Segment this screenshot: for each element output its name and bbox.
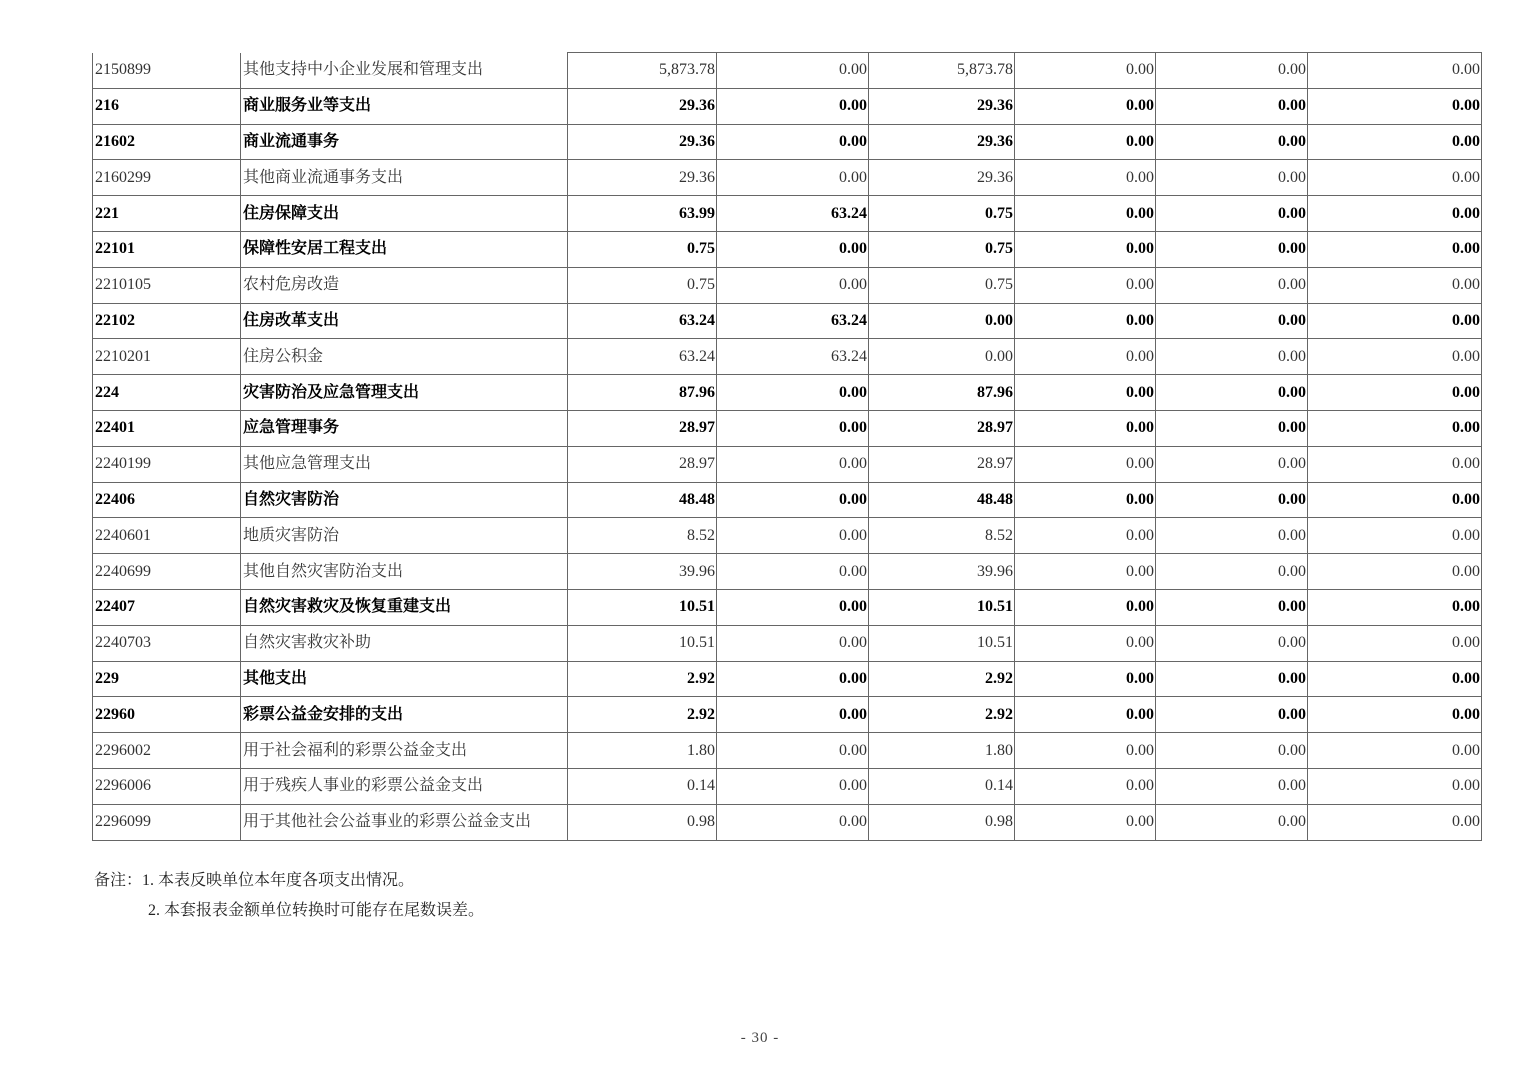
amount-cell: 0.00 bbox=[1015, 589, 1156, 625]
table-row bbox=[93, 518, 1482, 554]
amount-cell: 63.24 bbox=[717, 196, 869, 232]
amount-cell: 2.92 bbox=[869, 661, 1015, 697]
amount-cell: 0.00 bbox=[717, 375, 869, 411]
amount-cell: 0.00 bbox=[717, 446, 869, 482]
amount-cell: 0.98 bbox=[869, 804, 1015, 840]
amount-cell: 0.00 bbox=[717, 697, 869, 733]
subject-name-cell: 用于社会福利的彩票公益金支出 bbox=[241, 733, 568, 769]
amount-cell: 10.51 bbox=[869, 589, 1015, 625]
amount-cell: 39.96 bbox=[568, 554, 717, 590]
table-row bbox=[93, 160, 1482, 196]
amount-cell: 0.00 bbox=[1156, 661, 1308, 697]
subject-code-cell: 22407 bbox=[93, 589, 241, 625]
subject-name-cell: 其他应急管理支出 bbox=[241, 446, 568, 482]
table-row bbox=[93, 231, 1482, 267]
amount-cell: 0.00 bbox=[1015, 554, 1156, 590]
amount-cell: 0.00 bbox=[1015, 160, 1156, 196]
amount-cell: 0.00 bbox=[1308, 267, 1482, 303]
amount-cell: 0.00 bbox=[1015, 267, 1156, 303]
table-row bbox=[93, 661, 1482, 697]
amount-cell: 0.75 bbox=[869, 267, 1015, 303]
amount-cell: 0.00 bbox=[717, 231, 869, 267]
footnote-1: 备注：1. 本表反映单位本年度各项支出情况。 bbox=[94, 872, 415, 889]
amount-cell: 29.36 bbox=[568, 124, 717, 160]
amount-cell: 0.00 bbox=[717, 53, 869, 89]
amount-cell: 0.00 bbox=[1015, 446, 1156, 482]
subject-name-cell: 用于其他社会公益事业的彩票公益金支出 bbox=[241, 804, 568, 840]
subject-code-cell: 22101 bbox=[93, 231, 241, 267]
amount-cell: 0.00 bbox=[1156, 625, 1308, 661]
amount-cell: 0.00 bbox=[1156, 733, 1308, 769]
amount-cell: 63.24 bbox=[717, 303, 869, 339]
amount-cell: 0.00 bbox=[1015, 53, 1156, 89]
amount-cell: 0.00 bbox=[1015, 482, 1156, 518]
subject-code-cell: 21602 bbox=[93, 124, 241, 160]
subject-name-cell: 其他商业流通事务支出 bbox=[241, 160, 568, 196]
amount-cell: 0.00 bbox=[717, 661, 869, 697]
subject-name-cell: 住房保障支出 bbox=[241, 196, 568, 232]
subject-code-cell: 216 bbox=[93, 88, 241, 124]
amount-cell: 0.00 bbox=[717, 768, 869, 804]
amount-cell: 1.80 bbox=[869, 733, 1015, 769]
amount-cell: 0.14 bbox=[869, 768, 1015, 804]
subject-code-cell: 2296006 bbox=[93, 768, 241, 804]
subject-name-cell: 应急管理事务 bbox=[241, 410, 568, 446]
amount-cell: 0.00 bbox=[1308, 733, 1482, 769]
table-row bbox=[93, 554, 1482, 590]
amount-cell: 0.00 bbox=[1308, 303, 1482, 339]
amount-cell: 0.00 bbox=[1015, 804, 1156, 840]
subject-name-cell: 保障性安居工程支出 bbox=[241, 231, 568, 267]
expenditure-table bbox=[92, 52, 1482, 841]
table-row bbox=[93, 482, 1482, 518]
amount-cell: 0.00 bbox=[1308, 53, 1482, 89]
amount-cell: 0.00 bbox=[1156, 554, 1308, 590]
amount-cell: 0.00 bbox=[1015, 768, 1156, 804]
subject-code-cell: 2240601 bbox=[93, 518, 241, 554]
amount-cell: 8.52 bbox=[568, 518, 717, 554]
amount-cell: 5,873.78 bbox=[869, 53, 1015, 89]
amount-cell: 0.75 bbox=[869, 231, 1015, 267]
amount-cell: 0.00 bbox=[1308, 446, 1482, 482]
subject-code-cell: 22102 bbox=[93, 303, 241, 339]
table-row bbox=[93, 303, 1482, 339]
amount-cell: 2.92 bbox=[568, 697, 717, 733]
amount-cell: 28.97 bbox=[869, 446, 1015, 482]
amount-cell: 0.00 bbox=[1015, 375, 1156, 411]
amount-cell: 0.00 bbox=[1308, 518, 1482, 554]
table-row bbox=[93, 768, 1482, 804]
amount-cell: 0.00 bbox=[1015, 518, 1156, 554]
amount-cell: 28.97 bbox=[869, 410, 1015, 446]
amount-cell: 28.97 bbox=[568, 410, 717, 446]
amount-cell: 0.00 bbox=[1156, 768, 1308, 804]
amount-cell: 29.36 bbox=[869, 160, 1015, 196]
subject-code-cell: 2240699 bbox=[93, 554, 241, 590]
amount-cell: 0.00 bbox=[1015, 88, 1156, 124]
amount-cell: 0.00 bbox=[1308, 231, 1482, 267]
table-row bbox=[93, 697, 1482, 733]
subject-code-cell: 22401 bbox=[93, 410, 241, 446]
amount-cell: 29.36 bbox=[568, 160, 717, 196]
amount-cell: 63.24 bbox=[568, 339, 717, 375]
amount-cell: 0.00 bbox=[1156, 804, 1308, 840]
table-row bbox=[93, 804, 1482, 840]
amount-cell: 0.00 bbox=[1015, 196, 1156, 232]
amount-cell: 0.00 bbox=[1015, 661, 1156, 697]
amount-cell: 0.00 bbox=[1308, 554, 1482, 590]
subject-name-cell: 彩票公益金安排的支出 bbox=[241, 697, 568, 733]
amount-cell: 0.00 bbox=[1308, 625, 1482, 661]
amount-cell: 0.00 bbox=[1015, 625, 1156, 661]
subject-name-cell: 住房改革支出 bbox=[241, 303, 568, 339]
subject-code-cell: 2296002 bbox=[93, 733, 241, 769]
subject-name-cell: 其他支持中小企业发展和管理支出 bbox=[241, 53, 568, 89]
amount-cell: 0.00 bbox=[1308, 697, 1482, 733]
amount-cell: 0.00 bbox=[1156, 446, 1308, 482]
amount-cell: 0.00 bbox=[1308, 124, 1482, 160]
amount-cell: 0.00 bbox=[1308, 410, 1482, 446]
subject-name-cell: 商业流通事务 bbox=[241, 124, 568, 160]
subject-name-cell: 商业服务业等支出 bbox=[241, 88, 568, 124]
amount-cell: 0.00 bbox=[717, 160, 869, 196]
subject-code-cell: 2160299 bbox=[93, 160, 241, 196]
amount-cell: 5,873.78 bbox=[568, 53, 717, 89]
amount-cell: 0.00 bbox=[1015, 733, 1156, 769]
table-row bbox=[93, 733, 1482, 769]
amount-cell: 48.48 bbox=[568, 482, 717, 518]
amount-cell: 0.00 bbox=[1156, 196, 1308, 232]
amount-cell: 29.36 bbox=[568, 88, 717, 124]
amount-cell: 0.00 bbox=[717, 518, 869, 554]
table-row bbox=[93, 339, 1482, 375]
amount-cell: 0.00 bbox=[1156, 339, 1308, 375]
amount-cell: 29.36 bbox=[869, 124, 1015, 160]
amount-cell: 0.00 bbox=[1308, 589, 1482, 625]
amount-cell: 0.00 bbox=[1156, 410, 1308, 446]
subject-name-cell: 自然灾害救灾及恢复重建支出 bbox=[241, 589, 568, 625]
amount-cell: 63.24 bbox=[717, 339, 869, 375]
amount-cell: 0.00 bbox=[717, 124, 869, 160]
amount-cell: 0.00 bbox=[1015, 124, 1156, 160]
amount-cell: 0.00 bbox=[1308, 160, 1482, 196]
table-row bbox=[93, 53, 1482, 89]
amount-cell: 0.00 bbox=[717, 554, 869, 590]
amount-cell: 0.00 bbox=[1308, 804, 1482, 840]
expenditure-table-container bbox=[92, 52, 1481, 841]
amount-cell: 28.97 bbox=[568, 446, 717, 482]
amount-cell: 0.00 bbox=[1015, 231, 1156, 267]
amount-cell: 0.00 bbox=[1015, 303, 1156, 339]
subject-code-cell: 2240703 bbox=[93, 625, 241, 661]
amount-cell: 0.00 bbox=[717, 88, 869, 124]
table-row bbox=[93, 375, 1482, 411]
table-row bbox=[93, 625, 1482, 661]
amount-cell: 0.14 bbox=[568, 768, 717, 804]
footnotes bbox=[94, 866, 484, 926]
amount-cell: 29.36 bbox=[869, 88, 1015, 124]
page-number: - 30 - bbox=[740, 1030, 780, 1046]
subject-name-cell: 农村危房改造 bbox=[241, 267, 568, 303]
amount-cell: 10.51 bbox=[869, 625, 1015, 661]
table-row bbox=[93, 589, 1482, 625]
amount-cell: 8.52 bbox=[869, 518, 1015, 554]
amount-cell: 0.00 bbox=[717, 589, 869, 625]
amount-cell: 0.00 bbox=[1156, 375, 1308, 411]
subject-code-cell: 22960 bbox=[93, 697, 241, 733]
amount-cell: 2.92 bbox=[869, 697, 1015, 733]
amount-cell: 0.00 bbox=[1015, 339, 1156, 375]
amount-cell: 0.00 bbox=[717, 733, 869, 769]
amount-cell: 0.00 bbox=[1156, 482, 1308, 518]
table-row bbox=[93, 446, 1482, 482]
amount-cell: 0.00 bbox=[1156, 697, 1308, 733]
amount-cell: 0.00 bbox=[1308, 339, 1482, 375]
amount-cell: 0.00 bbox=[717, 410, 869, 446]
amount-cell: 0.00 bbox=[717, 625, 869, 661]
amount-cell: 87.96 bbox=[568, 375, 717, 411]
footnote-2: 2. 本套报表金额单位转换时可能存在尾数误差。 bbox=[148, 902, 485, 919]
amount-cell: 63.99 bbox=[568, 196, 717, 232]
amount-cell: 0.00 bbox=[1156, 88, 1308, 124]
amount-cell: 0.00 bbox=[1156, 124, 1308, 160]
subject-code-cell: 2210105 bbox=[93, 267, 241, 303]
amount-cell: 1.80 bbox=[568, 733, 717, 769]
table-row bbox=[93, 196, 1482, 232]
amount-cell: 0.00 bbox=[1156, 518, 1308, 554]
subject-name-cell: 地质灾害防治 bbox=[241, 518, 568, 554]
subject-name-cell: 住房公积金 bbox=[241, 339, 568, 375]
table-row bbox=[93, 267, 1482, 303]
amount-cell: 0.98 bbox=[568, 804, 717, 840]
subject-code-cell: 221 bbox=[93, 196, 241, 232]
amount-cell: 0.00 bbox=[1156, 53, 1308, 89]
subject-code-cell: 22406 bbox=[93, 482, 241, 518]
amount-cell: 0.75 bbox=[568, 231, 717, 267]
amount-cell: 48.48 bbox=[869, 482, 1015, 518]
amount-cell: 0.00 bbox=[1308, 196, 1482, 232]
subject-name-cell: 用于残疾人事业的彩票公益金支出 bbox=[241, 768, 568, 804]
subject-code-cell: 2240199 bbox=[93, 446, 241, 482]
amount-cell: 0.00 bbox=[869, 339, 1015, 375]
amount-cell: 87.96 bbox=[869, 375, 1015, 411]
amount-cell: 0.00 bbox=[1308, 661, 1482, 697]
table-row bbox=[93, 124, 1482, 160]
amount-cell: 0.00 bbox=[1156, 303, 1308, 339]
table-body bbox=[93, 53, 1482, 841]
amount-cell: 2.92 bbox=[568, 661, 717, 697]
amount-cell: 10.51 bbox=[568, 625, 717, 661]
amount-cell: 0.00 bbox=[1308, 375, 1482, 411]
subject-name-cell: 其他支出 bbox=[241, 661, 568, 697]
amount-cell: 0.00 bbox=[1015, 697, 1156, 733]
amount-cell: 0.00 bbox=[717, 804, 869, 840]
subject-code-cell: 224 bbox=[93, 375, 241, 411]
amount-cell: 0.00 bbox=[869, 303, 1015, 339]
subject-name-cell: 自然灾害防治 bbox=[241, 482, 568, 518]
amount-cell: 0.00 bbox=[1015, 410, 1156, 446]
amount-cell: 0.00 bbox=[1156, 589, 1308, 625]
subject-code-cell: 2296099 bbox=[93, 804, 241, 840]
table-row bbox=[93, 410, 1482, 446]
amount-cell: 0.00 bbox=[1308, 768, 1482, 804]
subject-name-cell: 灾害防治及应急管理支出 bbox=[241, 375, 568, 411]
amount-cell: 0.00 bbox=[1156, 231, 1308, 267]
amount-cell: 0.00 bbox=[717, 267, 869, 303]
amount-cell: 63.24 bbox=[568, 303, 717, 339]
amount-cell: 0.75 bbox=[568, 267, 717, 303]
subject-code-cell: 2210201 bbox=[93, 339, 241, 375]
amount-cell: 0.75 bbox=[869, 196, 1015, 232]
subject-name-cell: 其他自然灾害防治支出 bbox=[241, 554, 568, 590]
subject-code-cell: 229 bbox=[93, 661, 241, 697]
amount-cell: 0.00 bbox=[1308, 88, 1482, 124]
amount-cell: 39.96 bbox=[869, 554, 1015, 590]
subject-name-cell: 自然灾害救灾补助 bbox=[241, 625, 568, 661]
subject-code-cell: 2150899 bbox=[93, 53, 241, 89]
amount-cell: 0.00 bbox=[717, 482, 869, 518]
amount-cell: 0.00 bbox=[1308, 482, 1482, 518]
amount-cell: 0.00 bbox=[1156, 267, 1308, 303]
amount-cell: 0.00 bbox=[1156, 160, 1308, 196]
amount-cell: 10.51 bbox=[568, 589, 717, 625]
table-row bbox=[93, 88, 1482, 124]
